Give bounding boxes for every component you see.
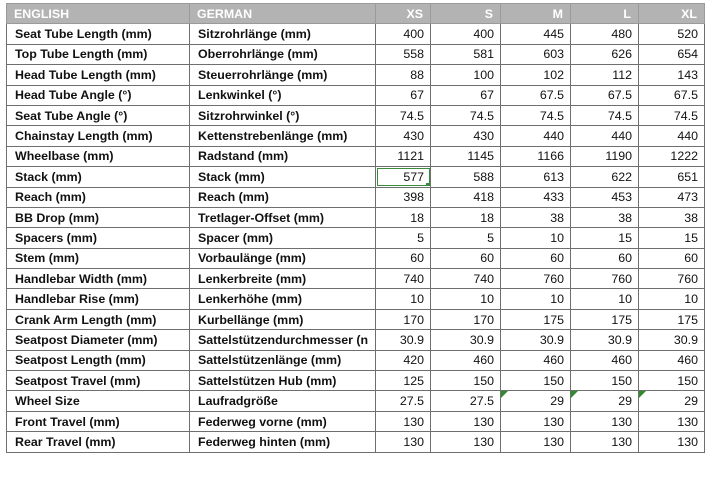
cell-s-value[interactable]: 1145 <box>431 146 501 166</box>
cell-s-value[interactable]: 150 <box>431 371 501 391</box>
cell-xs-value[interactable]: 740 <box>376 269 431 289</box>
cell-s-value[interactable]: 418 <box>431 187 501 207</box>
column-header-german[interactable]: GERMAN <box>190 4 376 24</box>
cell-m-value[interactable]: 10 <box>501 228 571 248</box>
cell-xl-value[interactable]: 143 <box>639 65 705 85</box>
cell-english-label[interactable]: Stem (mm) <box>7 248 190 268</box>
cell-english-label[interactable]: Crank Arm Length (mm) <box>7 309 190 329</box>
cell-english-label[interactable]: Head Tube Length (mm) <box>7 65 190 85</box>
cell-german-label[interactable]: Kettenstrebenlänge (mm) <box>190 126 376 146</box>
cell-l-value[interactable]: 1190 <box>571 146 639 166</box>
column-header-s[interactable]: S <box>431 4 501 24</box>
table-row <box>7 391 705 411</box>
cell-m-value[interactable]: 150 <box>501 371 571 391</box>
cell-xs-value[interactable]: 577 <box>376 167 431 187</box>
cell-xs-value[interactable]: 400 <box>376 24 431 44</box>
table-row <box>7 24 705 44</box>
cell-english-label[interactable]: Wheel Size <box>7 391 190 411</box>
cell-l-value[interactable]: 460 <box>571 350 639 370</box>
cell-english-label[interactable]: Stack (mm) <box>7 167 190 187</box>
cell-l-value[interactable]: 112 <box>571 65 639 85</box>
cell-xs-value[interactable]: 18 <box>376 207 431 227</box>
cell-xl-value[interactable]: 30.9 <box>639 330 705 350</box>
cell-german-label[interactable]: Stack (mm) <box>190 167 376 187</box>
cell-german-label[interactable]: Federweg vorne (mm) <box>190 411 376 431</box>
cell-english-label[interactable]: Seatpost Travel (mm) <box>7 371 190 391</box>
cell-xl-value[interactable]: 1222 <box>639 146 705 166</box>
cell-xl-value[interactable]: 38 <box>639 207 705 227</box>
table-row <box>7 289 705 309</box>
cell-xl-value[interactable]: 15 <box>639 228 705 248</box>
cell-xl-value[interactable]: 130 <box>639 432 705 452</box>
table-row <box>7 85 705 105</box>
cell-l-value[interactable]: 60 <box>571 248 639 268</box>
cell-m-value[interactable]: 30.9 <box>501 330 571 350</box>
cell-m-value[interactable]: 130 <box>501 432 571 452</box>
cell-english-label[interactable]: Seatpost Diameter (mm) <box>7 330 190 350</box>
cell-english-label[interactable]: Handlebar Rise (mm) <box>7 289 190 309</box>
cell-german-label[interactable]: Federweg hinten (mm) <box>190 432 376 452</box>
cell-m-value[interactable]: 460 <box>501 350 571 370</box>
cell-m-value[interactable]: 760 <box>501 269 571 289</box>
cell-l-value[interactable]: 10 <box>571 289 639 309</box>
cell-xl-value[interactable]: 473 <box>639 187 705 207</box>
cell-m-value[interactable]: 1166 <box>501 146 571 166</box>
cell-l-value[interactable]: 130 <box>571 432 639 452</box>
table-row <box>7 330 705 350</box>
table-row <box>7 44 705 64</box>
cell-xs-value[interactable]: 88 <box>376 65 431 85</box>
cell-s-value[interactable]: 5 <box>431 228 501 248</box>
column-header-m[interactable]: M <box>501 4 571 24</box>
cell-english-label[interactable]: Seat Tube Length (mm) <box>7 24 190 44</box>
cell-m-value[interactable]: 175 <box>501 309 571 329</box>
cell-s-value[interactable]: 10 <box>431 289 501 309</box>
cell-xl-value[interactable]: 29 <box>639 391 705 411</box>
cell-l-value[interactable]: 175 <box>571 309 639 329</box>
cell-m-value[interactable]: 102 <box>501 65 571 85</box>
cell-english-label[interactable]: Handlebar Width (mm) <box>7 269 190 289</box>
cell-xs-value[interactable]: 130 <box>376 411 431 431</box>
cell-english-label[interactable]: Seatpost Length (mm) <box>7 350 190 370</box>
cell-german-label[interactable]: Sitzrohrlänge (mm) <box>190 24 376 44</box>
cell-german-label[interactable]: Sattelstützen Hub (mm) <box>190 371 376 391</box>
cell-german-label[interactable]: Spacer (mm) <box>190 228 376 248</box>
cell-xs-value[interactable]: 67 <box>376 85 431 105</box>
cell-xs-value[interactable]: 558 <box>376 44 431 64</box>
header-row <box>7 4 705 24</box>
table-row <box>7 350 705 370</box>
cell-xs-value[interactable]: 1121 <box>376 146 431 166</box>
cell-m-value[interactable]: 130 <box>501 411 571 431</box>
cell-german-label[interactable]: Steuerrohrlänge (mm) <box>190 65 376 85</box>
cell-german-label[interactable]: Vorbaulänge (mm) <box>190 248 376 268</box>
cell-l-value[interactable]: 15 <box>571 228 639 248</box>
cell-s-value[interactable]: 740 <box>431 269 501 289</box>
cell-s-value[interactable]: 588 <box>431 167 501 187</box>
table-row <box>7 228 705 248</box>
table-row <box>7 105 705 125</box>
table-row <box>7 248 705 268</box>
cell-m-value[interactable]: 440 <box>501 126 571 146</box>
cell-xs-value[interactable]: 130 <box>376 432 431 452</box>
cell-xl-value[interactable]: 150 <box>639 371 705 391</box>
cell-english-label[interactable]: Rear Travel (mm) <box>7 432 190 452</box>
cell-m-value[interactable]: 74.5 <box>501 105 571 125</box>
cell-s-value[interactable]: 60 <box>431 248 501 268</box>
cell-german-label[interactable]: Radstand (mm) <box>190 146 376 166</box>
cell-german-label[interactable]: Tretlager-Offset (mm) <box>190 207 376 227</box>
cell-xl-value[interactable]: 175 <box>639 309 705 329</box>
table-row <box>7 411 705 431</box>
table-body <box>7 24 705 452</box>
table-row <box>7 371 705 391</box>
cell-english-label[interactable]: Head Tube Angle (°) <box>7 85 190 105</box>
cell-german-label[interactable]: Reach (mm) <box>190 187 376 207</box>
column-header-xl[interactable]: XL <box>639 4 705 24</box>
cell-xl-value[interactable]: 440 <box>639 126 705 146</box>
cell-s-value[interactable]: 74.5 <box>431 105 501 125</box>
cell-english-label[interactable]: Front Travel (mm) <box>7 411 190 431</box>
cell-xl-value[interactable]: 10 <box>639 289 705 309</box>
cell-l-value[interactable]: 67.5 <box>571 85 639 105</box>
cell-xl-value[interactable]: 654 <box>639 44 705 64</box>
cell-m-value[interactable]: 603 <box>501 44 571 64</box>
cell-m-value[interactable]: 60 <box>501 248 571 268</box>
cell-german-label[interactable]: Lenkwinkel (°) <box>190 85 376 105</box>
cell-english-label[interactable]: BB Drop (mm) <box>7 207 190 227</box>
cell-english-label[interactable]: Wheelbase (mm) <box>7 146 190 166</box>
cell-m-value[interactable]: 613 <box>501 167 571 187</box>
table-row <box>7 187 705 207</box>
cell-german-label[interactable]: Sitzrohrwinkel (°) <box>190 105 376 125</box>
cell-m-value[interactable]: 38 <box>501 207 571 227</box>
cell-l-value[interactable]: 626 <box>571 44 639 64</box>
cell-english-label[interactable]: Top Tube Length (mm) <box>7 44 190 64</box>
cell-m-value[interactable]: 445 <box>501 24 571 44</box>
cell-xs-value[interactable]: 5 <box>376 228 431 248</box>
cell-xl-value[interactable]: 67.5 <box>639 85 705 105</box>
cell-german-label[interactable]: Sattelstützenlänge (mm) <box>190 350 376 370</box>
geometry-table <box>6 3 705 453</box>
cell-l-value[interactable]: 760 <box>571 269 639 289</box>
cell-english-label[interactable]: Reach (mm) <box>7 187 190 207</box>
cell-m-value[interactable]: 67.5 <box>501 85 571 105</box>
cell-m-value[interactable]: 433 <box>501 187 571 207</box>
cell-german-label[interactable]: Kurbellänge (mm) <box>190 309 376 329</box>
cell-m-value[interactable]: 29 <box>501 391 571 411</box>
cell-s-value[interactable]: 170 <box>431 309 501 329</box>
cell-s-value[interactable]: 581 <box>431 44 501 64</box>
cell-xs-value[interactable]: 10 <box>376 289 431 309</box>
column-header-l[interactable]: L <box>571 4 639 24</box>
cell-m-value[interactable]: 10 <box>501 289 571 309</box>
cell-xl-value[interactable]: 60 <box>639 248 705 268</box>
cell-german-label[interactable]: Sattelstützendurchmesser (n <box>190 330 376 350</box>
table-row <box>7 269 705 289</box>
cell-xl-value[interactable]: 130 <box>639 411 705 431</box>
cell-xs-value[interactable]: 125 <box>376 371 431 391</box>
column-header-xs[interactable]: XS <box>376 4 431 24</box>
cell-l-value[interactable]: 440 <box>571 126 639 146</box>
cell-l-value[interactable]: 453 <box>571 187 639 207</box>
cell-l-value[interactable]: 480 <box>571 24 639 44</box>
cell-l-value[interactable]: 30.9 <box>571 330 639 350</box>
column-header-english[interactable]: ENGLISH <box>7 4 190 24</box>
cell-english-label[interactable]: Spacers (mm) <box>7 228 190 248</box>
cell-xs-value[interactable]: 60 <box>376 248 431 268</box>
table-row <box>7 432 705 452</box>
cell-s-value[interactable]: 130 <box>431 432 501 452</box>
cell-english-label[interactable]: Seat Tube Angle (°) <box>7 105 190 125</box>
cell-s-value[interactable]: 460 <box>431 350 501 370</box>
cell-s-value[interactable]: 130 <box>431 411 501 431</box>
cell-german-label[interactable]: Oberrohrlänge (mm) <box>190 44 376 64</box>
cell-s-value[interactable]: 30.9 <box>431 330 501 350</box>
cell-german-label[interactable]: Laufradgröße <box>190 391 376 411</box>
cell-xs-value[interactable]: 170 <box>376 309 431 329</box>
cell-xl-value[interactable]: 74.5 <box>639 105 705 125</box>
cell-l-value[interactable]: 38 <box>571 207 639 227</box>
cell-s-value[interactable]: 100 <box>431 65 501 85</box>
cell-s-value[interactable]: 27.5 <box>431 391 501 411</box>
cell-xl-value[interactable]: 520 <box>639 24 705 44</box>
cell-l-value[interactable]: 29 <box>571 391 639 411</box>
cell-l-value[interactable]: 150 <box>571 371 639 391</box>
cell-s-value[interactable]: 400 <box>431 24 501 44</box>
cell-s-value[interactable]: 18 <box>431 207 501 227</box>
table-row <box>7 146 705 166</box>
cell-xs-value[interactable]: 74.5 <box>376 105 431 125</box>
cell-s-value[interactable]: 67 <box>431 85 501 105</box>
cell-xs-value[interactable]: 30.9 <box>376 330 431 350</box>
table-row <box>7 207 705 227</box>
cell-xl-value[interactable]: 760 <box>639 269 705 289</box>
table-row <box>7 65 705 85</box>
cell-english-label[interactable]: Chainstay Length (mm) <box>7 126 190 146</box>
cell-xs-value[interactable]: 398 <box>376 187 431 207</box>
cell-xl-value[interactable]: 460 <box>639 350 705 370</box>
table-row <box>7 309 705 329</box>
table-row <box>7 167 705 187</box>
cell-xs-value[interactable]: 430 <box>376 126 431 146</box>
cell-xs-value[interactable]: 27.5 <box>376 391 431 411</box>
cell-german-label[interactable]: Lenkerbreite (mm) <box>190 269 376 289</box>
cell-l-value[interactable]: 74.5 <box>571 105 639 125</box>
cell-l-value[interactable]: 622 <box>571 167 639 187</box>
cell-xs-value[interactable]: 420 <box>376 350 431 370</box>
table-row <box>7 126 705 146</box>
cell-s-value[interactable]: 430 <box>431 126 501 146</box>
cell-l-value[interactable]: 130 <box>571 411 639 431</box>
cell-german-label[interactable]: Lenkerhöhe (mm) <box>190 289 376 309</box>
cell-xl-value[interactable]: 651 <box>639 167 705 187</box>
